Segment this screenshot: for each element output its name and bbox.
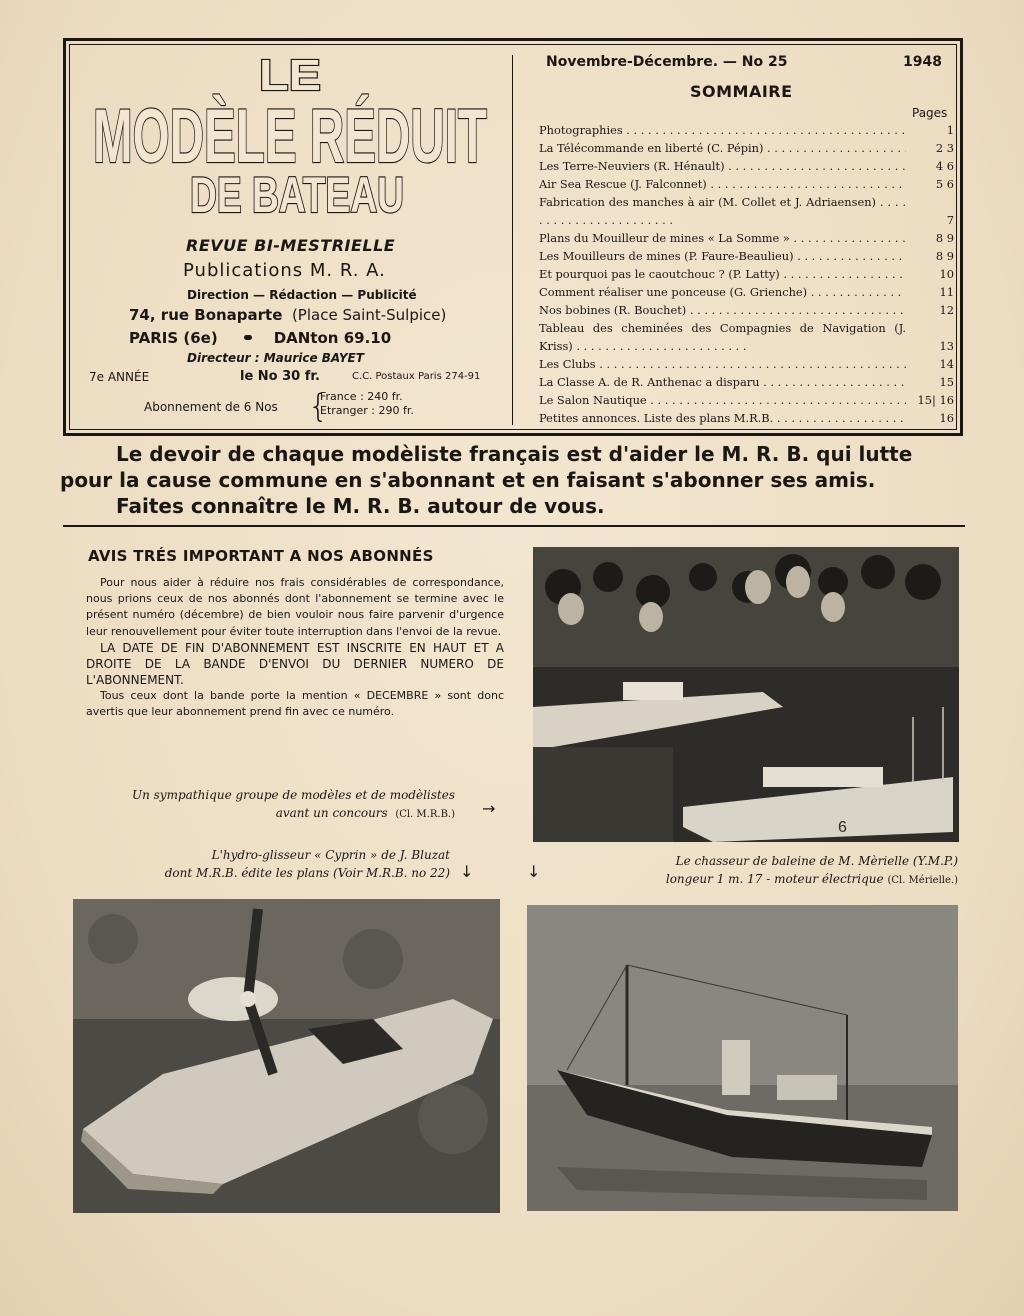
address-street: 74, rue Bonaparte <box>129 306 283 324</box>
notice-title: AVIS TRÉS IMPORTANT A NOS ABONNÉS <box>88 547 434 565</box>
toc-item[interactable] <box>539 247 954 265</box>
toc-page: 16 <box>939 411 954 425</box>
caption-group-photo <box>110 786 455 824</box>
price-abroad: Etranger : 290 fr. <box>320 404 414 417</box>
toc-title: Nos bobines (R. Bouchet) . . . <box>539 301 906 319</box>
banner-line-2: pour la cause commune en s'abonnant et en faisant s'abonner ses amis. <box>60 468 876 492</box>
toc-title: Les Terre-Neuviers (R. Hénault) . . . <box>539 157 906 175</box>
arrow-right-icon: → <box>482 799 496 818</box>
city: PARIS (6e) <box>129 329 218 347</box>
caption-whaler-credit: (Cl. Mérielle.) <box>887 875 958 886</box>
caption-group-line-1: Un sympathique groupe de modèles et de modèlistes <box>131 788 455 802</box>
toc-item[interactable] <box>539 265 954 283</box>
caption-whaler-line-1: Le chasseur de baleine de M. Mèrielle (Y.M.P.) <box>675 854 958 868</box>
table-of-contents <box>539 121 954 427</box>
caption-group-credit: (Cl. M.R.B.) <box>395 809 455 820</box>
toc-page: 15| 16 <box>917 393 954 407</box>
svg-text:6: 6 <box>838 819 847 836</box>
toc-title: Et pourquoi pas le caoutchouc ? (P. Latty) . . . <box>539 265 906 283</box>
caption-hydro-line-2: dont M.R.B. édite les plans (Voir M.R.B. no 22) <box>164 866 450 880</box>
toc-item[interactable] <box>539 139 954 157</box>
toc-title: Petites annonces. Liste des plans M.R.B. . . . <box>539 409 906 427</box>
postal-account: C.C. Postaux Paris 274-91 <box>352 371 481 382</box>
toc-page: 8 9 <box>935 231 954 245</box>
caption-whaler-line-2: longeur 1 m. 17 - moteur électrique <box>665 872 884 886</box>
toc-item[interactable] <box>539 283 954 301</box>
photo-hydro-glider <box>73 899 500 1213</box>
toc-item[interactable] <box>539 193 954 229</box>
masthead-divider <box>512 55 513 425</box>
arrow-down-icon: ↓ <box>527 862 541 881</box>
section-rule <box>63 525 965 527</box>
toc-item[interactable] <box>539 175 954 193</box>
logo-line-3: DE BATEAU <box>190 167 404 219</box>
toc-page: 11 <box>939 285 954 299</box>
toc-item[interactable] <box>539 121 954 139</box>
summary-title: SOMMAIRE <box>690 82 793 101</box>
photo-model-group <box>533 547 959 842</box>
toc-page: 7 <box>946 213 954 227</box>
logo-line-2: MODÈLE RÉDUIT <box>93 94 487 179</box>
notice-paragraph-1: Pour nous aider à réduire nos frais considérables de correspondance, nous prions ceux de nos abonnés dont l'abonnement se termine avec le présent numéro (décembre) de bien vouloir nous faire parvenir d'urgence leur renouvellement pour éviter toute interruption dans l'envoi de la revue. <box>86 576 504 638</box>
toc-item[interactable] <box>539 319 954 355</box>
subscription-prices <box>320 390 414 418</box>
city-phone <box>129 329 391 347</box>
toc-page: 14 <box>939 357 954 371</box>
magazine-subtitle: REVUE BI-MESTRIELLE <box>186 236 396 255</box>
departments: Direction — Rédaction — Publicité <box>187 288 417 302</box>
toc-page: 2 3 <box>935 141 954 155</box>
toc-page: 4 6 <box>935 159 954 173</box>
separator-dash <box>244 335 252 340</box>
issue-year: 1948 <box>903 54 942 70</box>
photo-whaler <box>527 905 958 1211</box>
notice-paragraph-2: LA DATE DE FIN D'ABONNEMENT EST INSCRITE EN HAUT ET A DROITE DE LA BANDE D'ENVOI DU DERNIER NUMERO DE L'ABONNEMENT. <box>86 640 504 687</box>
toc-title: La Classe A. de R. Anthenac a disparu . . . <box>539 373 906 391</box>
toc-page: 5 6 <box>935 177 954 191</box>
toc-title: Les Mouilleurs de mines (P. Faure-Beaulieu) . . . <box>539 247 906 265</box>
brace-glyph: { <box>308 387 329 425</box>
toc-page: 15 <box>939 375 954 389</box>
toc-title: Air Sea Rescue (J. Falconnet) . . . <box>539 175 906 193</box>
arrow-down-icon: ↓ <box>460 862 474 881</box>
director: Directeur : Maurice BAYET <box>187 351 364 365</box>
magazine-logo <box>90 54 490 219</box>
banner-line-3: Faites connaître le M. R. B. autour de vous. <box>116 494 605 518</box>
address <box>129 306 446 324</box>
address-place: (Place Saint-Sulpice) <box>291 306 447 324</box>
toc-item[interactable] <box>539 355 954 373</box>
toc-item[interactable] <box>539 373 954 391</box>
notice-body <box>86 575 504 720</box>
toc-title: Les Clubs . . . <box>539 355 906 373</box>
caption-group-line-2: avant un concours <box>275 806 388 820</box>
year-label: 7e ANNÉE <box>89 370 150 384</box>
publisher: Publications M. R. A. <box>183 260 386 281</box>
subscription-label: Abonnement de 6 Nos <box>144 400 278 414</box>
caption-hydro-glider <box>115 846 450 882</box>
notice-paragraph-3: Tous ceux dont la bande porte la mention « DECEMBRE » sont donc avertis que leur abonnement prend fin avec ce numéro. <box>86 688 504 719</box>
toc-page: 13 <box>939 339 954 353</box>
logo-line-1: LE <box>259 54 321 100</box>
toc-item[interactable] <box>539 157 954 175</box>
toc-page: 10 <box>939 267 954 281</box>
issue-number: Novembre-Décembre. — No 25 <box>546 54 788 70</box>
price-france: France : 240 fr. <box>320 390 403 403</box>
toc-item[interactable] <box>539 391 954 409</box>
pages-header: Pages <box>912 106 948 120</box>
toc-title: Comment réaliser une ponceuse (G. Grienche) . . . <box>539 283 906 301</box>
appeal-banner <box>60 441 970 519</box>
toc-title: La Télécommande en liberté (C. Pépin) . . . <box>539 139 906 157</box>
caption-whaler <box>558 852 958 890</box>
toc-title: Plans du Mouilleur de mines « La Somme » . . . <box>539 229 906 247</box>
toc-title: Tableau des cheminées des Compagnies de Navigation (J. Kriss) . . . . . . . . . . . . . . . . . . . . . . . . <box>539 321 906 353</box>
toc-page: 8 9 <box>935 249 954 263</box>
toc-title: Photographies . . . <box>539 121 906 139</box>
toc-page: 12 <box>939 303 954 317</box>
phone: DANton 69.10 <box>273 329 392 347</box>
toc-title: Fabrication des manches à air (M. Collet et J. Adriaensen) . . . . . . . . . . . . . . . . . . . . . . . <box>539 195 906 227</box>
banner-line-1: Le devoir de chaque modèliste français est d'aider le M. R. B. qui lutte <box>116 442 913 466</box>
toc-page: 1 <box>946 123 954 137</box>
caption-hydro-line-1: L'hydro-glisseur « Cyprin » de J. Bluzat <box>211 848 450 862</box>
toc-title: Le Salon Nautique . . . <box>539 391 906 409</box>
issue-price: le No 30 fr. <box>240 369 320 384</box>
toc-item[interactable] <box>539 229 954 247</box>
toc-item[interactable] <box>539 409 954 427</box>
toc-item[interactable] <box>539 301 954 319</box>
